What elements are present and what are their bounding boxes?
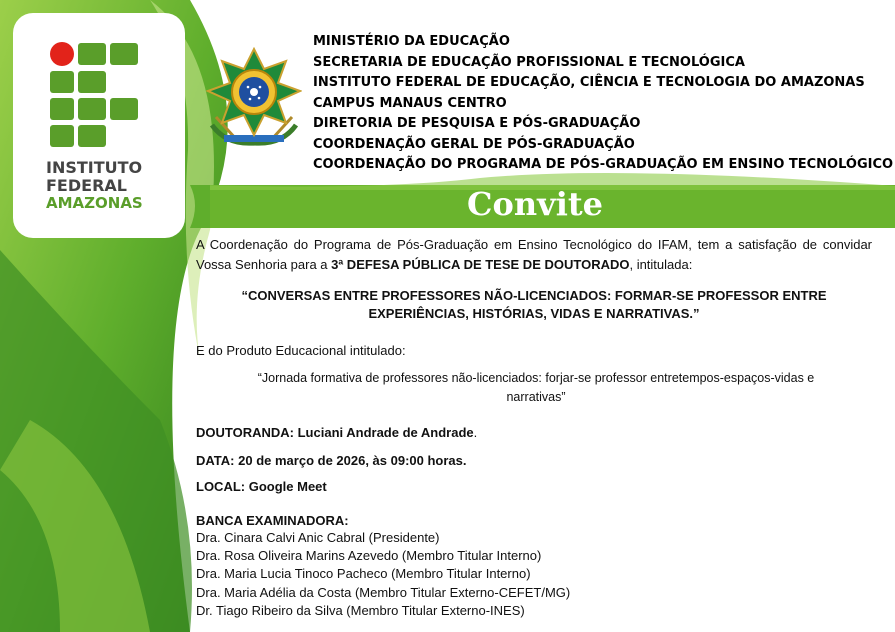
product-title: “Jornada formativa de professores não-licenciados: forjar-se professor entretempos-espaços-vidas e narrativas” xyxy=(257,371,815,404)
logo-text-federal: FEDERAL xyxy=(46,176,127,195)
intro-text-end: , intitulada: xyxy=(629,256,693,272)
committee-member: Dra. Rosa Oliveira Marins Azevedo (Membro Titular Interno) xyxy=(196,548,542,564)
doutoranda-label: DOUTORANDA: xyxy=(196,425,294,440)
intro-paragraph xyxy=(196,235,872,274)
committee-member: Dr. Tiago Ribeiro da Silva (Membro Titular Externo-INES) xyxy=(196,602,525,618)
doutoranda-line: DOUTORANDA: Luciani Andrade de Andrade. xyxy=(196,425,478,440)
date-value: 20 de março de 2026, às 09:00 horas. xyxy=(238,453,467,468)
location-line xyxy=(196,477,327,497)
header-line: COORDENAÇÃO DO PROGRAMA DE PÓS-GRADUAÇÃO EM ENSINO TECNOLÓGICO xyxy=(313,157,894,172)
logo-text-instituto: INSTITUTO xyxy=(46,158,143,177)
date-label: DATA: xyxy=(196,453,235,468)
institute-logo-mark xyxy=(46,40,146,150)
intro-event-name: 3ª DEFESA PÚBLICA DE TESE DE DOUTORADO xyxy=(331,256,630,272)
committee-list xyxy=(196,529,570,620)
committee-member: Dra. Maria Lucia Tinoco Pacheco (Membro Titular Interno) xyxy=(196,566,531,582)
location-value: Google Meet xyxy=(248,479,327,494)
header-line: COORDENAÇÃO GERAL DE PÓS-GRADUAÇÃO xyxy=(313,136,635,152)
header-line: CAMPUS MANAUS CENTRO xyxy=(313,95,507,111)
logo-text-amazonas: AMAZONAS xyxy=(46,194,143,212)
product-label: E do Produto Educacional intitulado: xyxy=(196,343,406,358)
location-label: LOCAL: xyxy=(196,479,246,494)
committee-member: Dra. Cinara Calvi Anic Cabral (Presidente) xyxy=(196,530,440,545)
header-line: SECRETARIA DE EDUCAÇÃO PROFISSIONAL E TECNOLÓGICA xyxy=(313,54,745,70)
coat-of-arms-icon xyxy=(206,47,302,151)
intro-text: A Coordenação do Programa de Pós-Graduação em Ensino Tecnológico do IFAM, tem a satisfação de convidar Vossa Senhoria para a xyxy=(196,237,872,272)
header-line: INSTITUTO FEDERAL DE EDUCAÇÃO, CIÊNCIA E TECNOLOGIA DO AMAZONAS xyxy=(313,75,865,90)
invitation-title: Convite xyxy=(467,185,603,223)
institution-header xyxy=(313,34,893,178)
header-line: DIRETORIA DE PESQUISA E PÓS-GRADUAÇÃO xyxy=(313,116,641,131)
date-line xyxy=(196,451,467,471)
committee-title: BANCA EXAMINADORA: xyxy=(196,513,349,528)
thesis-title: “CONVERSAS ENTRE PROFESSORES NÃO-LICENCIADOS: FORMAR-SE PROFESSOR ENTRE EXPERIÊNCIAS, HISTÓRIAS, VIDAS E NARRATIVAS.” xyxy=(241,288,827,322)
header-line: MINISTÉRIO DA EDUCAÇÃO xyxy=(313,34,510,49)
doutoranda-name: Luciani Andrade de Andrade xyxy=(297,425,474,440)
committee-member: Dra. Maria Adélia da Costa (Membro Titular Externo-CEFET/MG) xyxy=(196,584,571,600)
